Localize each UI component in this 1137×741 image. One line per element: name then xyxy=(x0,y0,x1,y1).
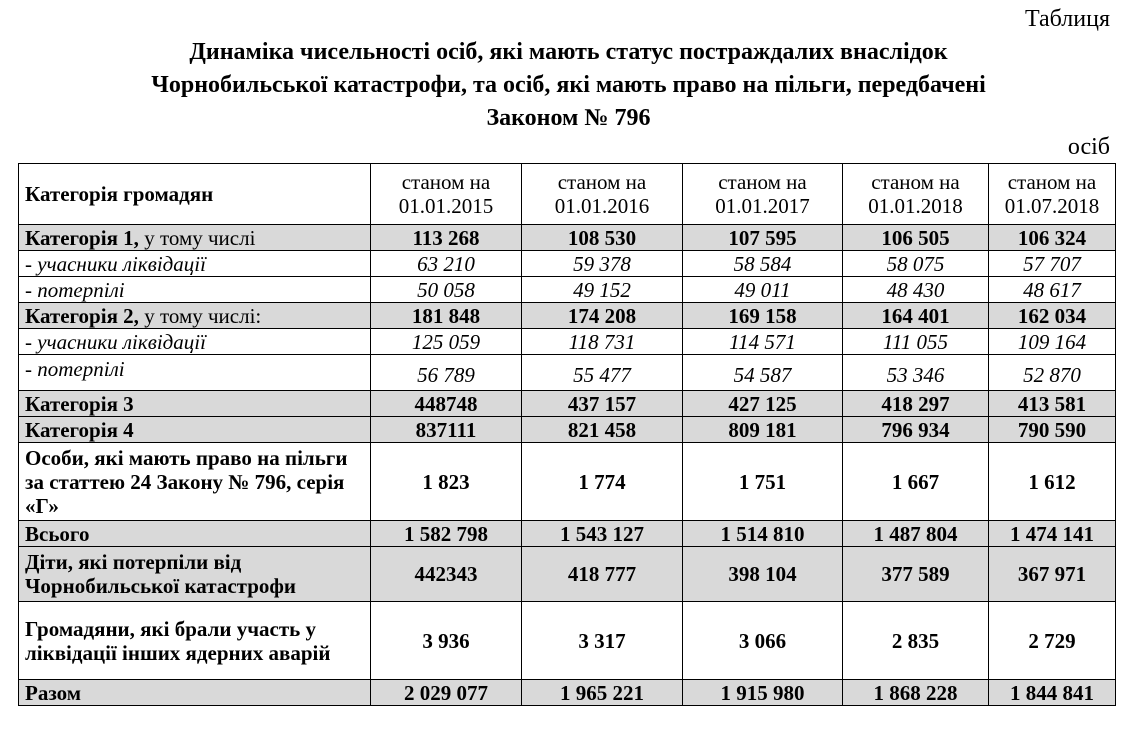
row-label: - учасники ліквідації xyxy=(19,329,371,355)
table-row-category-1 xyxy=(19,225,1116,251)
table-row-sub xyxy=(19,355,1116,391)
cell-value: 837111 xyxy=(371,417,522,443)
cell-value: 809 181 xyxy=(683,417,843,443)
cell-value: 52 870 xyxy=(989,355,1116,391)
cell-value: 1 868 228 xyxy=(843,680,989,706)
cell-value: 1 543 127 xyxy=(522,521,683,547)
row-label: Особи, які мають право на пільги за статтею 24 Закону № 796, серія «Г» xyxy=(19,443,371,521)
header-date-prefix: станом на xyxy=(1007,170,1097,194)
table-row-sub xyxy=(19,251,1116,277)
row-label-plain: у тому числі xyxy=(138,225,256,250)
header-date-prefix: станом на xyxy=(557,170,647,194)
table-row-other-accidents xyxy=(19,602,1116,680)
row-label-bold: Категорія 2, xyxy=(25,303,139,328)
row-label-plain: у тому числі: xyxy=(138,303,262,328)
header-date-prefix: станом на xyxy=(871,170,960,194)
row-label: - потерпілі xyxy=(19,277,371,303)
cell-value: 106 505 xyxy=(843,225,989,251)
cell-value: 2 029 077 xyxy=(371,680,522,706)
table-row-category-4 xyxy=(19,417,1116,443)
cell-value: 162 034 xyxy=(989,303,1116,329)
header-date-value: 01.01.2016 xyxy=(554,194,650,218)
cell-value: 114 571 xyxy=(683,329,843,355)
cell-value: 413 581 xyxy=(989,391,1116,417)
cell-value: 377 589 xyxy=(843,547,989,602)
header-row xyxy=(19,164,1116,225)
cell-value: 1 774 xyxy=(522,443,683,521)
cell-value: 1 487 804 xyxy=(843,521,989,547)
row-label: Категорія 4 xyxy=(19,417,371,443)
cell-value: 442343 xyxy=(371,547,522,602)
cell-value: 63 210 xyxy=(371,251,522,277)
row-label-bold: Категорія 1, xyxy=(25,225,139,250)
header-date-prefix: станом на xyxy=(718,170,807,194)
cell-value: 113 268 xyxy=(371,225,522,251)
cell-value: 1 582 798 xyxy=(371,521,522,547)
row-label: Громадяни, які брали участь у ліквідації інших ядерних аварій xyxy=(19,602,371,680)
row-label xyxy=(19,303,371,329)
cell-value: 2 729 xyxy=(989,602,1116,680)
cell-value: 3 936 xyxy=(371,602,522,680)
cell-value: 106 324 xyxy=(989,225,1116,251)
cell-value: 118 731 xyxy=(522,329,683,355)
cell-value: 1 965 221 xyxy=(522,680,683,706)
cell-value: 1 823 xyxy=(371,443,522,521)
header-date xyxy=(371,164,522,225)
cell-value: 1 667 xyxy=(843,443,989,521)
cell-value: 427 125 xyxy=(683,391,843,417)
cell-value: 1 474 141 xyxy=(989,521,1116,547)
cell-value: 164 401 xyxy=(843,303,989,329)
row-label: Разом xyxy=(19,680,371,706)
row-label: - учасники ліквідації xyxy=(19,251,371,277)
cell-value: 57 707 xyxy=(989,251,1116,277)
table-row-sub xyxy=(19,329,1116,355)
document-title xyxy=(0,36,1137,135)
header-date xyxy=(989,164,1116,225)
row-label: Всього xyxy=(19,521,371,547)
header-category: Категорія громадян xyxy=(19,164,371,225)
cell-value: 107 595 xyxy=(683,225,843,251)
row-label: Діти, які потерпіли від Чорнобильської катастрофи xyxy=(19,547,371,602)
table-row-category-3 xyxy=(19,391,1116,417)
cell-value: 56 789 xyxy=(371,355,522,391)
cell-value: 59 378 xyxy=(522,251,683,277)
cell-value: 1 514 810 xyxy=(683,521,843,547)
header-date xyxy=(683,164,843,225)
row-label: - потерпілі xyxy=(19,355,371,391)
header-date xyxy=(843,164,989,225)
cell-value: 55 477 xyxy=(522,355,683,391)
cell-value: 3 317 xyxy=(522,602,683,680)
cell-value: 398 104 xyxy=(683,547,843,602)
header-date-prefix: станом на xyxy=(401,170,491,194)
cell-value: 437 157 xyxy=(522,391,683,417)
title-line-3: Законом № 796 xyxy=(486,105,651,131)
table-caption: Таблиця xyxy=(1024,6,1110,32)
header-date-value: 01.01.2015 xyxy=(398,194,494,218)
cell-value: 58 075 xyxy=(843,251,989,277)
table-row-benefits-art24 xyxy=(19,443,1116,521)
cell-value: 174 208 xyxy=(522,303,683,329)
cell-value: 418 777 xyxy=(522,547,683,602)
cell-value: 125 059 xyxy=(371,329,522,355)
header-date-value: 01.01.2018 xyxy=(868,194,963,218)
cell-value: 1 612 xyxy=(989,443,1116,521)
cell-value: 418 297 xyxy=(843,391,989,417)
cell-value: 50 058 xyxy=(371,277,522,303)
cell-value: 49 152 xyxy=(522,277,683,303)
cell-value: 111 055 xyxy=(843,329,989,355)
table-row-children xyxy=(19,547,1116,602)
table-row-grand-total xyxy=(19,680,1116,706)
cell-value: 3 066 xyxy=(683,602,843,680)
statistics-table xyxy=(18,163,1116,706)
cell-value: 2 835 xyxy=(843,602,989,680)
cell-value: 108 530 xyxy=(522,225,683,251)
cell-value: 1 844 841 xyxy=(989,680,1116,706)
cell-value: 49 011 xyxy=(683,277,843,303)
cell-value: 58 584 xyxy=(683,251,843,277)
cell-value: 790 590 xyxy=(989,417,1116,443)
cell-value: 367 971 xyxy=(989,547,1116,602)
title-line-2: Чорнобильської катастрофи, та осіб, які мають право на пільги, передбачені xyxy=(151,72,986,98)
header-date xyxy=(522,164,683,225)
cell-value: 181 848 xyxy=(371,303,522,329)
header-date-value: 01.01.2017 xyxy=(715,194,810,218)
row-label xyxy=(19,225,371,251)
cell-value: 48 430 xyxy=(843,277,989,303)
cell-value: 48 617 xyxy=(989,277,1116,303)
row-label: Категорія 3 xyxy=(19,391,371,417)
cell-value: 821 458 xyxy=(522,417,683,443)
cell-value: 53 346 xyxy=(843,355,989,391)
cell-value: 1 751 xyxy=(683,443,843,521)
cell-value: 1 915 980 xyxy=(683,680,843,706)
header-date-value: 01.07.2018 xyxy=(1004,194,1100,218)
cell-value: 169 158 xyxy=(683,303,843,329)
table-row-category-2 xyxy=(19,303,1116,329)
unit-label: осіб xyxy=(1067,134,1110,160)
cell-value: 796 934 xyxy=(843,417,989,443)
table-row-sub xyxy=(19,277,1116,303)
cell-value: 54 587 xyxy=(683,355,843,391)
cell-value: 109 164 xyxy=(989,329,1116,355)
cell-value: 448748 xyxy=(371,391,522,417)
title-line-1: Динаміка чисельності осіб, які мають статус постраждалих внаслідок xyxy=(189,39,948,65)
table-row-total xyxy=(19,521,1116,547)
